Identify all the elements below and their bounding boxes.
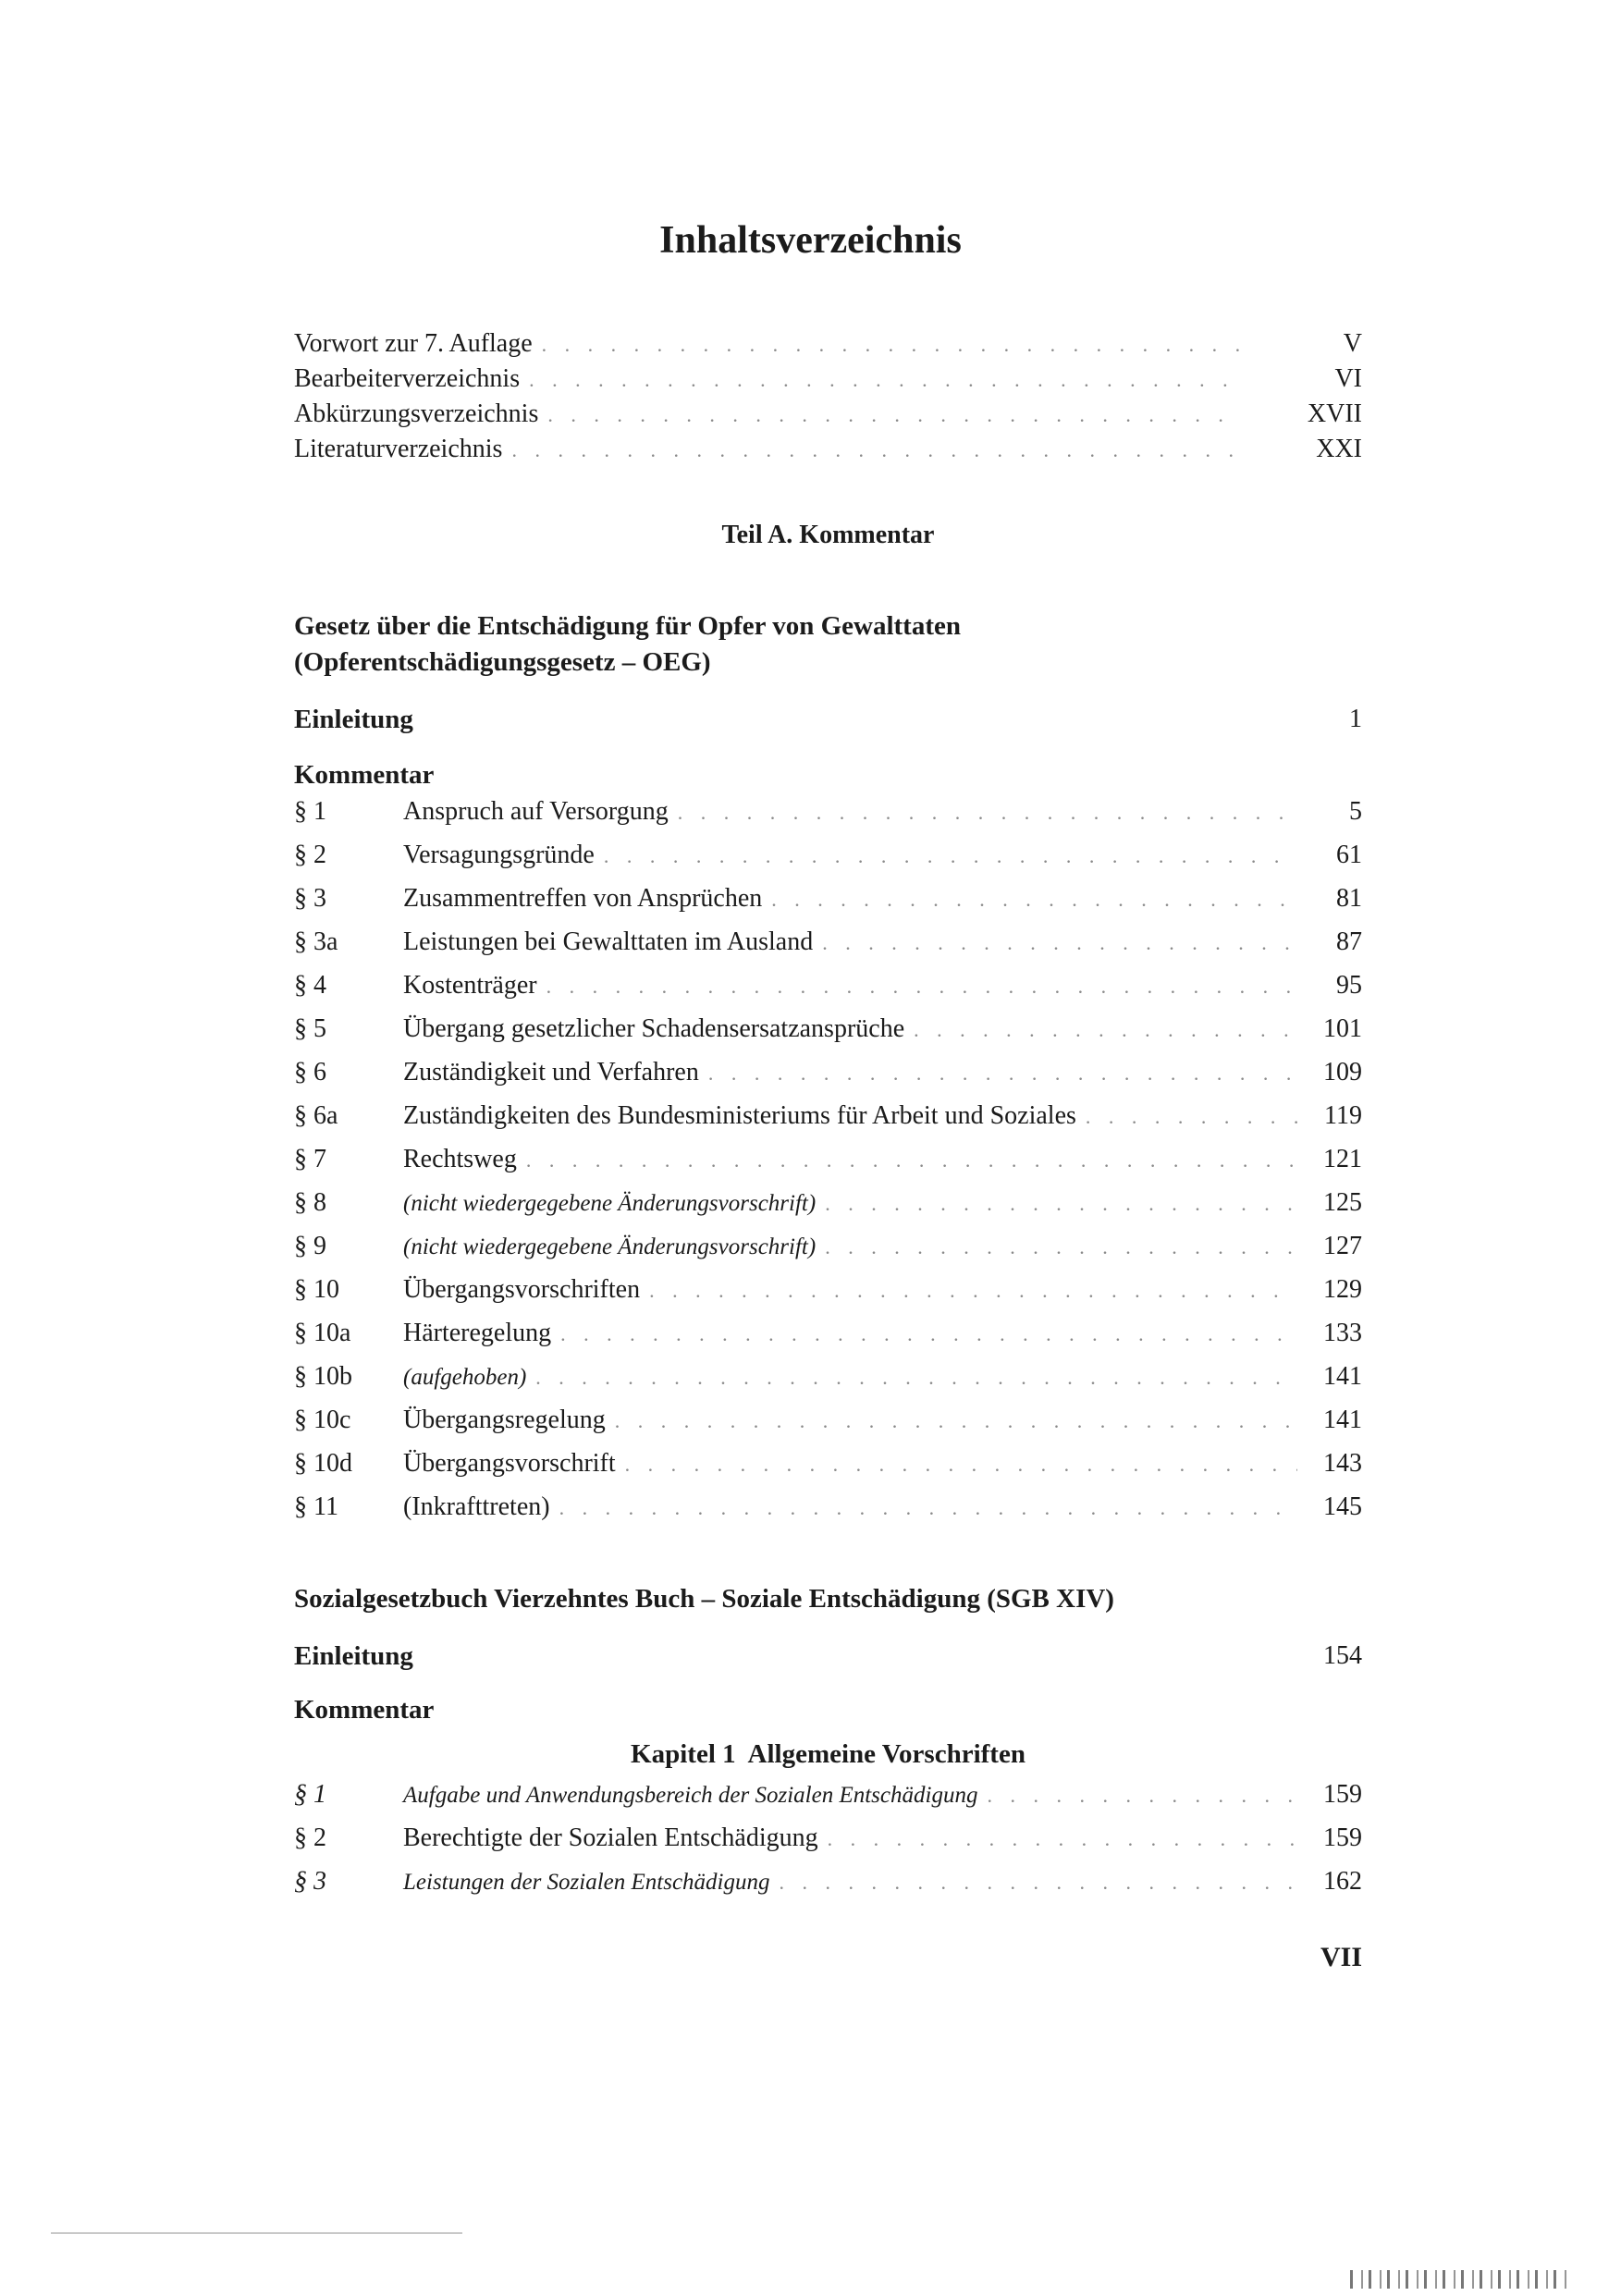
section-title: (Inkrafttreten): [403, 1492, 550, 1521]
page-number: 121: [1323, 1145, 1362, 1173]
page-number: XXI: [1316, 435, 1362, 463]
entry-label: Bearbeiterverzeichnis: [294, 364, 521, 393]
dot-leader: [559, 1496, 1297, 1520]
page-number: 119: [1324, 1101, 1362, 1130]
dot-leader: [546, 975, 1297, 999]
toc-entry[interactable]: [294, 1058, 1362, 1101]
section-number: § 6: [294, 1058, 326, 1087]
dot-leader: [511, 438, 1242, 462]
page-number: 145: [1323, 1492, 1362, 1521]
section-title: (aufgehoben): [403, 1365, 527, 1390]
section-number: § 8: [294, 1188, 326, 1217]
section-number: § 10a: [294, 1319, 351, 1347]
page-number: 87: [1336, 927, 1362, 956]
dot-leader: [535, 1366, 1297, 1390]
page-number: 61: [1336, 841, 1362, 869]
dot-leader: [615, 1409, 1297, 1433]
page-number: V: [1343, 329, 1362, 358]
page-number: 81: [1336, 884, 1362, 913]
toc-entry[interactable]: [294, 1319, 1362, 1362]
chapter-heading: Kapitel 1 Allgemeine Vorschriften: [631, 1739, 1025, 1769]
page-number: 133: [1323, 1319, 1362, 1347]
section-title: Kostenträger: [403, 971, 537, 1000]
section-number: § 1: [294, 1780, 326, 1809]
section-title: Übergang gesetzlicher Schadensersatzansprüche: [403, 1014, 905, 1043]
dot-leader: [708, 1062, 1297, 1086]
law-heading-sgb: Sozialgesetzbuch Vierzehntes Buch – Soziale Entschädigung (SGB XIV): [294, 1584, 1114, 1614]
page-number: 129: [1323, 1275, 1362, 1304]
entry-label: Literaturverzeichnis: [294, 435, 503, 463]
toc-entry[interactable]: [294, 1362, 1362, 1406]
toc-entry[interactable]: [294, 1449, 1362, 1492]
oeg-entry-list: [294, 797, 1362, 1536]
law-title-line: (Opferentschädigungsgesetz – OEG): [294, 647, 711, 677]
page-number: XVII: [1307, 399, 1362, 428]
dot-leader: [649, 1279, 1297, 1303]
dot-leader: [825, 1192, 1297, 1216]
page-number: 109: [1323, 1058, 1362, 1087]
dot-leader: [914, 1018, 1297, 1042]
entry-label: Abkürzungsverzeichnis: [294, 399, 539, 428]
page-number: 159: [1323, 1780, 1362, 1809]
section-title: Härteregelung: [403, 1319, 552, 1347]
section-number: § 3a: [294, 927, 338, 956]
section-number: § 4: [294, 971, 326, 1000]
toc-entry[interactable]: [294, 1780, 1362, 1823]
toc-entry[interactable]: [294, 1275, 1362, 1319]
dot-leader: [529, 368, 1242, 392]
sgb-entry-list: [294, 1780, 1362, 1910]
page-number: 162: [1323, 1867, 1362, 1896]
section-number: § 10d: [294, 1449, 352, 1478]
law-title-line: Gesetz über die Entschädigung für Opfer von Gewalttaten: [294, 611, 961, 641]
section-number: § 7: [294, 1145, 326, 1173]
toc-entry-bearbeiterverzeichnis[interactable]: [294, 364, 1362, 399]
toc-entry[interactable]: [294, 1406, 1362, 1449]
entry-label: Vorwort zur 7. Auflage: [294, 329, 533, 358]
entry-label: Einleitung: [294, 1641, 413, 1671]
page-number: 5: [1349, 797, 1362, 826]
dot-leader: [542, 333, 1242, 357]
kommentar-heading: Kommentar: [294, 1695, 435, 1725]
dot-leader: [771, 888, 1297, 912]
section-number: § 2: [294, 841, 326, 869]
section-title: Berechtigte der Sozialen Entschädigung: [403, 1823, 818, 1852]
section-number: § 11: [294, 1492, 338, 1521]
toc-entry[interactable]: [294, 1232, 1362, 1275]
page-title: Inhaltsverzeichnis: [659, 219, 962, 262]
section-number: § 10b: [294, 1362, 352, 1391]
kommentar-heading: Kommentar: [294, 760, 435, 790]
section-title: Anspruch auf Versorgung: [403, 797, 669, 826]
dot-leader: [560, 1322, 1297, 1346]
toc-entry[interactable]: [294, 1188, 1362, 1232]
toc-entry-vorwort[interactable]: [294, 329, 1362, 364]
page-number: 154: [1323, 1641, 1362, 1670]
page-number: 141: [1323, 1406, 1362, 1434]
section-number: § 10c: [294, 1406, 351, 1434]
section-number: § 2: [294, 1823, 326, 1852]
section-title: Zuständigkeiten des Bundesministeriums für Arbeit und Soziales: [403, 1101, 1076, 1130]
section-title: Übergangsvorschrift: [403, 1449, 616, 1478]
section-title: Übergangsvorschriften: [403, 1275, 641, 1304]
dot-leader: [822, 931, 1297, 955]
section-title: Aufgabe und Anwendungsbereich der Sozialen Entschädigung: [403, 1783, 978, 1808]
section-number: § 10: [294, 1275, 339, 1304]
dot-leader: [604, 844, 1297, 868]
toc-entry[interactable]: [294, 797, 1362, 841]
scan-artifact-line: [51, 2232, 462, 2234]
section-number: § 3: [294, 884, 326, 913]
dot-leader: [526, 1148, 1297, 1173]
toc-entry[interactable]: [294, 884, 1362, 927]
section-title: (nicht wiedergegebene Änderungsvorschrift): [403, 1191, 817, 1216]
section-title: Rechtsweg: [403, 1145, 517, 1173]
dot-leader: [547, 403, 1242, 427]
toc-entry[interactable]: [294, 1145, 1362, 1188]
page-number: 95: [1336, 971, 1362, 1000]
page-number: 125: [1323, 1188, 1362, 1217]
toc-entry[interactable]: [294, 1014, 1362, 1058]
toc-entry[interactable]: [294, 971, 1362, 1014]
dot-leader: [1086, 1105, 1297, 1129]
dot-leader: [625, 1453, 1297, 1477]
toc-entry-einleitung-sgb[interactable]: [294, 1641, 1362, 1672]
page-number: 127: [1323, 1232, 1362, 1260]
page-number: VI: [1334, 364, 1362, 393]
section-title: Zuständigkeit und Verfahren: [403, 1058, 699, 1087]
section-number: § 5: [294, 1014, 326, 1043]
section-number: § 3: [294, 1867, 326, 1896]
section-title: Leistungen der Sozialen Entschädigung: [403, 1870, 770, 1895]
section-number: § 1: [294, 797, 326, 826]
front-matter-list: [294, 329, 1362, 470]
page-number: 159: [1323, 1823, 1362, 1852]
section-title: Übergangsregelung: [403, 1406, 606, 1434]
toc-entry[interactable]: [294, 1867, 1362, 1910]
dot-leader: [825, 1235, 1297, 1259]
dot-leader: [987, 1784, 1297, 1808]
page-folio: VII: [1320, 1942, 1362, 1972]
toc-entry[interactable]: [294, 1823, 1362, 1867]
section-number: § 6a: [294, 1101, 338, 1130]
section-title: Zusammentreffen von Ansprüchen: [403, 884, 763, 913]
dot-leader: [678, 801, 1297, 825]
entry-label: Einleitung: [294, 705, 413, 734]
page-number: 101: [1323, 1014, 1362, 1043]
page-number: 141: [1323, 1362, 1362, 1391]
toc-entry-literaturverzeichnis[interactable]: [294, 435, 1362, 470]
toc-entry-abkuerzungsverzeichnis[interactable]: [294, 399, 1362, 435]
dot-leader: [828, 1827, 1297, 1851]
page-number: 143: [1323, 1449, 1362, 1478]
toc-entry-einleitung-oeg[interactable]: [294, 705, 1362, 735]
toc-entry[interactable]: [294, 927, 1362, 971]
toc-entry[interactable]: [294, 841, 1362, 884]
scan-barcode-marks: [1350, 2270, 1572, 2289]
section-title: Versagungsgründe: [403, 841, 595, 869]
toc-entry[interactable]: [294, 1101, 1362, 1145]
part-heading: Teil A. Kommentar: [721, 521, 935, 549]
law-heading-oeg: [294, 608, 1362, 681]
dot-leader: [780, 1871, 1298, 1895]
toc-entry[interactable]: [294, 1492, 1362, 1536]
section-title: Leistungen bei Gewalttaten im Ausland: [403, 927, 814, 956]
page-number: 1: [1349, 705, 1362, 733]
section-title: (nicht wiedergegebene Änderungsvorschrift): [403, 1234, 817, 1259]
section-number: § 9: [294, 1232, 326, 1260]
